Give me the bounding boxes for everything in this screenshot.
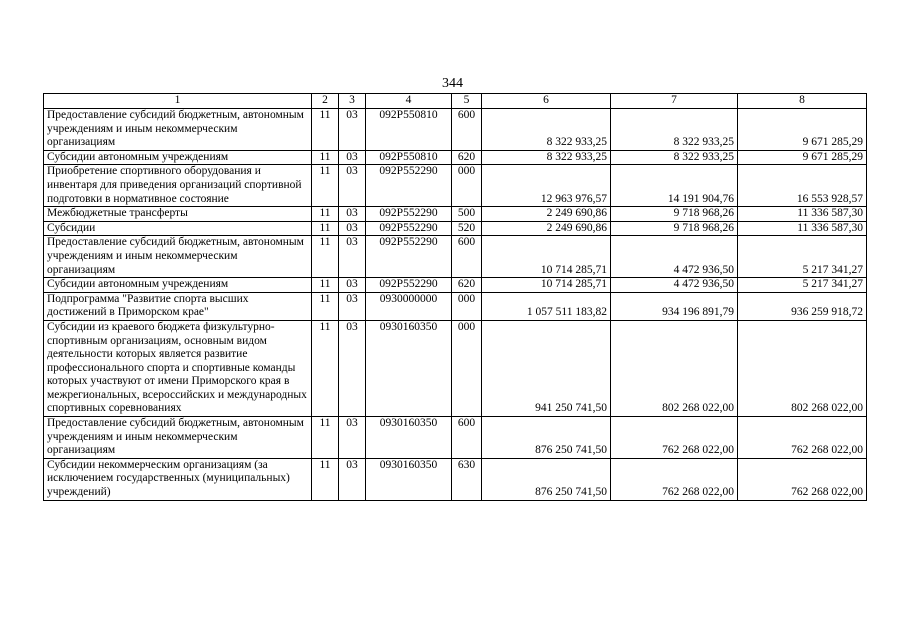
- row-expense-type: 600: [452, 236, 482, 278]
- row-value-col7: 762 268 022,00: [611, 458, 738, 500]
- row-value-col8: 5 217 341,27: [738, 236, 867, 278]
- row-subsection: 03: [339, 278, 366, 293]
- row-target-code: 0930000000: [366, 292, 452, 320]
- row-expense-type: 000: [452, 320, 482, 416]
- table-row: [44, 236, 867, 278]
- row-value-col6: 941 250 741,50: [482, 320, 611, 416]
- row-value-col7: 802 268 022,00: [611, 320, 738, 416]
- row-value-col6: 8 322 933,25: [482, 150, 611, 165]
- row-subsection: 03: [339, 417, 366, 459]
- row-value-col7: 8 322 933,25: [611, 109, 738, 151]
- row-value-col7: 14 191 904,76: [611, 165, 738, 207]
- row-value-col7: 9 718 968,26: [611, 221, 738, 236]
- row-value-col6: 876 250 741,50: [482, 458, 611, 500]
- table-row: [44, 292, 867, 320]
- row-target-code: 0930160350: [366, 458, 452, 500]
- row-value-col6: 12 963 976,57: [482, 165, 611, 207]
- row-subsection: 03: [339, 458, 366, 500]
- row-value-col6: 2 249 690,86: [482, 207, 611, 222]
- column-header: 8: [738, 94, 867, 109]
- row-value-col6: 8 322 933,25: [482, 109, 611, 151]
- table-row: [44, 109, 867, 151]
- table-row: [44, 458, 867, 500]
- row-subsection: 03: [339, 292, 366, 320]
- row-subsection: 03: [339, 320, 366, 416]
- row-value-col6: 876 250 741,50: [482, 417, 611, 459]
- row-section: 11: [312, 150, 339, 165]
- row-name: Приобретение спортивного оборудования и инвентаря для приведения организаций спортивной подготовки в нормативное состояние: [44, 165, 312, 207]
- row-target-code: 0930160350: [366, 417, 452, 459]
- row-expense-type: 520: [452, 221, 482, 236]
- row-subsection: 03: [339, 165, 366, 207]
- row-value-col8: 9 671 285,29: [738, 150, 867, 165]
- row-target-code: 092P550810: [366, 109, 452, 151]
- row-target-code: 092P552290: [366, 221, 452, 236]
- row-name: Субсидии из краевого бюджета физкультурно-спортивным организациям, основным видом деятельности которых является развитие профессионального спорта и спортивные команды которых участвуют от имени Приморского края в межрегиональных, всероссийских и международных спортивных соревнованиях: [44, 320, 312, 416]
- row-value-col7: 9 718 968,26: [611, 207, 738, 222]
- column-header: 5: [452, 94, 482, 109]
- row-value-col8: 762 268 022,00: [738, 458, 867, 500]
- row-value-col7: 934 196 891,79: [611, 292, 738, 320]
- row-name: Субсидии автономным учреждениям: [44, 150, 312, 165]
- row-subsection: 03: [339, 221, 366, 236]
- table-row: [44, 165, 867, 207]
- page-number: 344: [442, 76, 463, 91]
- row-target-code: 092P550810: [366, 150, 452, 165]
- row-subsection: 03: [339, 207, 366, 222]
- row-name: Межбюджетные трансферты: [44, 207, 312, 222]
- table-row: [44, 417, 867, 459]
- row-name: Субсидии: [44, 221, 312, 236]
- row-subsection: 03: [339, 109, 366, 151]
- row-name: Субсидии некоммерческим организациям (за исключением государственных (муниципальных) учреждений): [44, 458, 312, 500]
- column-header: 7: [611, 94, 738, 109]
- row-section: 11: [312, 292, 339, 320]
- row-name: Предоставление субсидий бюджетным, автономным учреждениям и иным некоммерческим организациям: [44, 236, 312, 278]
- row-value-col8: 762 268 022,00: [738, 417, 867, 459]
- row-name: Предоставление субсидий бюджетным, автономным учреждениям и иным некоммерческим организациям: [44, 417, 312, 459]
- column-header: 3: [339, 94, 366, 109]
- budget-table: [43, 93, 867, 501]
- row-section: 11: [312, 417, 339, 459]
- row-subsection: 03: [339, 150, 366, 165]
- table-row: [44, 221, 867, 236]
- column-header: 6: [482, 94, 611, 109]
- row-expense-type: 630: [452, 458, 482, 500]
- row-target-code: 092P552290: [366, 165, 452, 207]
- row-name: Субсидии автономным учреждениям: [44, 278, 312, 293]
- row-value-col8: 5 217 341,27: [738, 278, 867, 293]
- row-value-col8: 16 553 928,57: [738, 165, 867, 207]
- table-row: [44, 278, 867, 293]
- row-value-col6: 2 249 690,86: [482, 221, 611, 236]
- row-section: 11: [312, 236, 339, 278]
- row-name: Подпрограмма "Развитие спорта высших достижений в Приморском крае": [44, 292, 312, 320]
- row-expense-type: 600: [452, 417, 482, 459]
- row-value-col7: 8 322 933,25: [611, 150, 738, 165]
- row-value-col8: 9 671 285,29: [738, 109, 867, 151]
- row-value-col8: 936 259 918,72: [738, 292, 867, 320]
- row-target-code: 0930160350: [366, 320, 452, 416]
- row-value-col7: 762 268 022,00: [611, 417, 738, 459]
- column-header: 2: [312, 94, 339, 109]
- row-value-col7: 4 472 936,50: [611, 236, 738, 278]
- row-target-code: 092P552290: [366, 207, 452, 222]
- row-subsection: 03: [339, 236, 366, 278]
- row-name: Предоставление субсидий бюджетным, автономным учреждениям и иным некоммерческим организациям: [44, 109, 312, 151]
- column-header: 4: [366, 94, 452, 109]
- header-row: [44, 94, 867, 109]
- table-row: [44, 207, 867, 222]
- row-section: 11: [312, 458, 339, 500]
- row-value-col7: 4 472 936,50: [611, 278, 738, 293]
- row-expense-type: 620: [452, 278, 482, 293]
- column-header: 1: [44, 94, 312, 109]
- row-section: 11: [312, 320, 339, 416]
- row-section: 11: [312, 109, 339, 151]
- row-expense-type: 000: [452, 165, 482, 207]
- row-section: 11: [312, 165, 339, 207]
- row-target-code: 092P552290: [366, 278, 452, 293]
- row-expense-type: 000: [452, 292, 482, 320]
- row-section: 11: [312, 207, 339, 222]
- row-value-col6: 10 714 285,71: [482, 236, 611, 278]
- table-row: [44, 320, 867, 416]
- table-row: [44, 150, 867, 165]
- row-value-col6: 10 714 285,71: [482, 278, 611, 293]
- row-expense-type: 600: [452, 109, 482, 151]
- row-expense-type: 500: [452, 207, 482, 222]
- row-section: 11: [312, 278, 339, 293]
- row-target-code: 092P552290: [366, 236, 452, 278]
- row-value-col8: 11 336 587,30: [738, 221, 867, 236]
- row-value-col6: 1 057 511 183,82: [482, 292, 611, 320]
- row-section: 11: [312, 221, 339, 236]
- row-value-col8: 802 268 022,00: [738, 320, 867, 416]
- row-value-col8: 11 336 587,30: [738, 207, 867, 222]
- row-expense-type: 620: [452, 150, 482, 165]
